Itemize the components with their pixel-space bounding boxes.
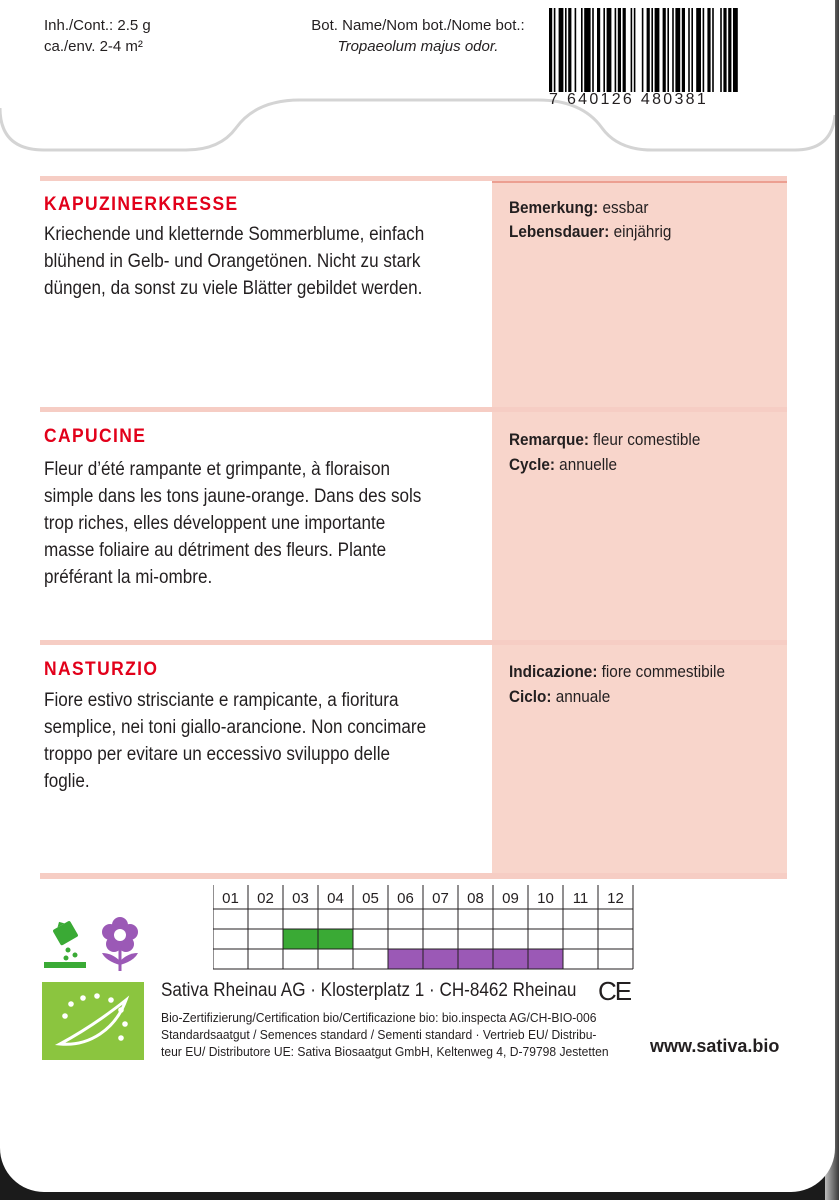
barcode-bar [720,8,722,92]
barcode-bar [592,8,594,92]
barcode-bar [723,8,726,92]
barcode-bar [607,8,612,92]
month-label: 11 [572,890,589,907]
barcode-bar [597,8,600,92]
flower-icon [94,915,146,973]
barcode-bar [575,8,577,92]
sowing-flowering-calendar [213,885,635,971]
eu-star [118,1035,124,1041]
barcode-bar [603,8,605,92]
barcode-bar [703,8,705,92]
month-label: 09 [502,890,519,907]
month-label: 06 [397,890,414,907]
section-description-fr: Fleur d’été rampante et grimpante, à floraison simple dans les tons jaune-orange. Dans des sols trop riches, elles développent une importante masse foliaire au détriment des fleurs. Plante préférant la mi-ombre. [44,459,422,588]
eu-star [62,1013,68,1019]
barcode-bar [696,8,701,92]
flowering-cell [493,949,528,969]
section-divider [40,640,787,645]
month-label: 05 [362,890,379,907]
bottom-divider [40,873,787,879]
botanical-name-label: Bot. Name/Nom bot./Nome bot.: [311,17,525,34]
content-amount: Inh./Cont.: 2.5 g [44,17,151,34]
cert-line-1: Bio-Zertifizierung/Certification bio/Certificazione bio: bio.inspecta AG/CH-BIO-006 [161,1010,597,1025]
section-description-it: Fiore estivo strisciante e rampicante, a fioritura semplice, nei toni giallo-arancione. Non concimare troppo per evitare un eccessivo sviluppo delle foglie. [44,690,427,792]
meta-cycle-it: Ciclo: annuale [509,687,611,706]
info-side-panel [492,176,787,873]
barcode-bar [675,8,680,92]
section-divider [40,176,787,181]
botanical-name-value: Tropaeolum majus odor. [337,38,499,55]
flowering-cell [528,949,563,969]
barcode-bar [565,8,567,92]
barcode-bar [615,8,617,92]
section-description-de: Kriechende und kletternde Sommerblume, einfach blühend in Gelb- und Orangetönen. Nicht zu stark düngen, da sonst zu viele Blätter gebildet werden. [44,224,425,299]
barcode-bar [623,8,626,92]
month-label: 08 [467,890,484,907]
barcode-bar [642,8,644,92]
eu-leaf-outline [60,1000,126,1044]
flowering-cell [388,949,423,969]
meta-lifespan-de: Lebensdauer: einjährig [509,222,672,241]
barcode-bar [581,8,583,92]
barcode-bar [634,8,636,92]
cert-line-3: teur EU/ Distributore UE: Sativa Biosaatgut GmbH, Keltenweg 4, D-79798 Jestetten [161,1044,609,1059]
barcode-bar [688,8,690,92]
barcode-bar [733,8,738,92]
barcode-bar [707,8,710,92]
barcode-bar [584,8,590,92]
month-label: 12 [607,890,624,907]
meta-remark-it: Indicazione: fiore commestibile [509,662,725,681]
barcode-bar [682,8,685,92]
barcode-bar [618,8,621,92]
section-title-fr: CAPUCINE [44,426,147,447]
seed-sowing-icon [42,920,88,970]
company-address: Sativa Rheinau AG · Klosterplatz 1 · CH-8462 Rheinau [161,980,577,1001]
certification-info [161,1009,609,1060]
barcode-bar [728,8,731,92]
section-title-de: KAPUZINERKRESSE [44,194,239,215]
barcode-bar [712,8,714,92]
barcode-bar [549,8,552,92]
flowering-cell [423,949,458,969]
cert-line-2: Standardsaatgut / Semences standard / Sementi standard · Vertrieb EU/ Distribu- [161,1027,597,1042]
eu-star [68,1001,74,1007]
barcode-bar [559,8,564,92]
eu-star [80,995,86,1001]
eu-organic-leaf-logo [42,982,144,1060]
website-link[interactable]: www.sativa.bio [650,1036,780,1056]
eu-star [94,993,100,999]
barcode [549,8,781,92]
eu-star [122,1021,128,1027]
flowering-cell [458,949,493,969]
barcode-number: 7 640126 480381 [549,91,709,108]
sowing-cell [283,929,318,949]
ce-mark: CE [598,976,631,1006]
barcode-bar [651,8,653,92]
month-label: 02 [257,890,274,907]
month-label: 03 [292,890,309,907]
meta-remark-fr: Remarque: fleur comestible [509,430,701,449]
barcode-bar [554,8,556,92]
barcode-bar [672,8,674,92]
barcode-bar [568,8,571,92]
barcode-bar [647,8,650,92]
month-label: 07 [432,890,449,907]
coverage-area: ca./env. 2-4 m² [44,38,143,55]
section-divider [40,407,787,412]
botanical-name [300,15,536,57]
meta-cycle-fr: Cycle: annuelle [509,455,618,474]
content-info [44,15,151,57]
barcode-bar [667,8,669,92]
month-label: 10 [537,890,554,907]
barcode-bar [691,8,693,92]
barcode-bar [663,8,666,92]
meta-remark-de: Bemerkung: essbar [509,198,649,217]
month-label: 04 [327,890,344,907]
month-label: 01 [222,890,239,907]
eu-star [108,997,114,1003]
section-title-it: NASTURZIO [44,659,159,680]
sowing-cell [318,929,353,949]
barcode-bar [655,8,660,92]
barcode-bar [631,8,633,92]
